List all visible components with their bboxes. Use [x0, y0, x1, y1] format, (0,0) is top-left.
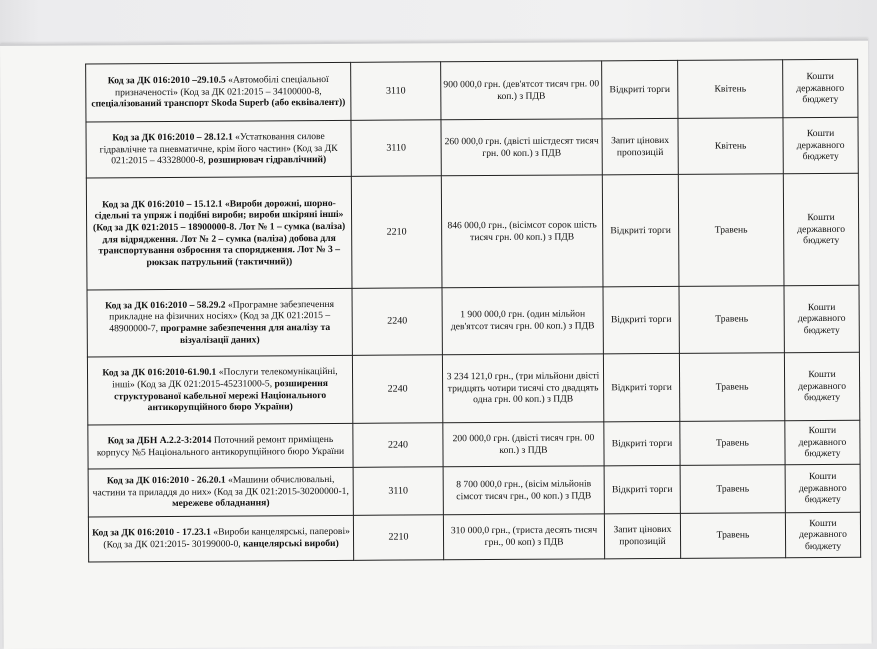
description-part: розширювач гідравлічний) — [208, 154, 327, 167]
description-part: Поточний ремонт приміщень корпусу №5 Національного антикорупційного бюро України — [96, 433, 345, 458]
item-description — [87, 355, 352, 425]
procurement-procedure: Відкриті торги — [604, 421, 680, 465]
expected-amount: 260 000,0 грн. (двісті шістдесят тисяч грн. 00 коп.) з ПДВ — [441, 119, 602, 176]
document-page — [0, 39, 872, 649]
item-description — [86, 120, 351, 178]
funding-source: Кошти державного бюджету — [783, 173, 859, 285]
funding-source: Кошти державного бюджету — [783, 117, 858, 173]
description-part: «Вироби канцелярські, паперові» (Код за ДК 021:2015- 30199000-0, — [103, 526, 350, 551]
description-part: розширення структурованої кабельної мережі Національного антикорупційного бюро України) — [114, 377, 329, 414]
description-part: «Устатковання силове гідравлічне та пневматичне, крім його частин» (Код за ДК 021:2015 – 43328000-8, — [99, 131, 338, 167]
description-part: «Автомобілі спеціальної призначеності» (Код за ДК 021:2015 – 34100000-8, — [114, 74, 329, 99]
table-row — [86, 117, 858, 178]
procurement-procedure: Запит цінових пропозицій — [602, 118, 678, 174]
kekv-code: 2210 — [351, 176, 442, 289]
expected-amount: 200 000,0 грн. (двісті тисяч грн. 00 коп.) з ПДВ — [443, 422, 604, 467]
description-part: Код за ДК 016:2010 - 17.23.1 — [92, 527, 214, 539]
description-part: програмне забезпечення для аналізу та візуалізації даних) — [160, 321, 331, 346]
description-part: «Програмне забезпечення прикладне на фізичних носіях» (Код за ДК 021:2015 – 48900000-7, — [109, 298, 335, 335]
procurement-plan-table — [85, 59, 861, 563]
table-row — [88, 464, 860, 517]
kekv-code: 3110 — [351, 62, 441, 121]
kekv-code: 2240 — [352, 288, 442, 356]
kekv-code: 2240 — [352, 355, 442, 424]
description-part: «Послуги телекомунікаційні, інші» (Код за ДК 021:2015-45231000-5, — [112, 366, 338, 391]
start-month: Травень — [680, 465, 785, 514]
table-row — [88, 420, 860, 469]
funding-source: Кошти державного бюджету — [785, 512, 860, 557]
funding-source: Кошти державного бюджету — [783, 59, 858, 117]
item-description — [88, 423, 353, 469]
funding-source: Кошти державного бюджету — [784, 285, 859, 352]
description-part: Код за ДК 016:2010 – 28.12.1 — [112, 131, 236, 144]
table-row — [87, 352, 859, 425]
start-month: Травень — [680, 421, 785, 466]
procurement-procedure: Запит цінових пропозицій — [604, 513, 680, 558]
kekv-code: 2210 — [353, 515, 443, 561]
procurement-procedure: Відкриті торги — [602, 174, 679, 286]
start-month: Травень — [678, 174, 784, 287]
funding-source: Кошти державного бюджету — [785, 420, 860, 464]
expected-amount: 8 700 000,0 грн., (вісім мільйонів сімсот тисяч грн., 00 коп.) з ПДВ — [443, 466, 604, 515]
start-month: Травень — [679, 353, 784, 422]
description-part: Код за ДБН А.2.2-3:2014 — [107, 434, 214, 447]
procurement-procedure: Відкриті торги — [602, 60, 678, 118]
item-description — [88, 515, 353, 562]
item-description — [86, 176, 352, 290]
description-part: спеціалізований транспорт Skoda Superb (або еквівалент)) — [91, 97, 346, 110]
expected-amount: 900 000,0 грн. (дев'ятсот тисяч грн. 00 коп.) з ПДВ — [441, 61, 602, 120]
expected-amount: 846 000,0 грн., (вісімсот сорок шість тисяч грн. 00 коп.) з ПДВ — [441, 175, 603, 288]
expected-amount: 310 000,0 грн., (триста десять тисяч грн., 00 коп) з ПДВ — [443, 514, 604, 560]
item-description — [88, 467, 353, 517]
description-part: Код за ДК 016:2010-61.90.1 — [102, 366, 219, 379]
item-description — [86, 62, 351, 122]
description-part: Код за ДК 016:2010 – 15.12.1 «Вироби дорожні, шорно-сідельні та упряж і подібні вироби; вироби шкіряні інші» (Код за ДК 021:2015 – 18900000-8. Лот № 1 – сумка (валіза) для відрядження. Лот № 2 – сумка (валіза) добова для транспортування озброєння та спорядження. Лот № 3 – рюкзак патрульний (тактичний)) — [92, 197, 346, 268]
description-part: «Машини обчислювальні, частини та приладдя до них» (Код за ДК 021:2015-30200000-1, — [92, 474, 349, 499]
table-row — [88, 512, 860, 562]
procurement-procedure: Відкриті торги — [603, 286, 679, 353]
start-month: Травень — [680, 513, 785, 559]
procurement-procedure: Відкриті торги — [603, 353, 679, 421]
expected-amount: 3 234 121,0 грн., (три мільйони двісті тридцять чотири тисячі сто двадцять одна грн. 00 коп.) з ПДВ — [442, 354, 603, 423]
description-part: канцелярські вироби) — [243, 537, 339, 550]
start-month: Квітень — [678, 60, 783, 119]
table-row — [87, 285, 859, 357]
table-row — [86, 173, 859, 290]
description-part: Код за ДК 016:2010 – 58.29.2 — [105, 299, 229, 312]
funding-source: Кошти державного бюджету — [785, 464, 860, 512]
expected-amount: 1 900 000,0 грн. (один мільйон дев'ятсот тисяч грн. 00 коп.) з ПДВ — [442, 287, 603, 355]
description-part: мережеве обладнання) — [172, 497, 270, 510]
start-month: Квітень — [678, 118, 783, 175]
kekv-code: 2240 — [353, 423, 443, 468]
kekv-code: 3110 — [353, 467, 443, 516]
kekv-code: 3110 — [351, 120, 441, 177]
item-description — [87, 288, 352, 357]
description-part: Код за ДК 016:2010 –29.10.5 — [107, 74, 229, 87]
table-row — [86, 59, 858, 122]
procurement-procedure: Відкриті торги — [604, 465, 680, 513]
description-part: Код за ДК 016:2010 - 26.20.1 — [106, 474, 229, 487]
funding-source: Кошти державного бюджету — [784, 352, 859, 420]
start-month: Травень — [679, 286, 784, 354]
